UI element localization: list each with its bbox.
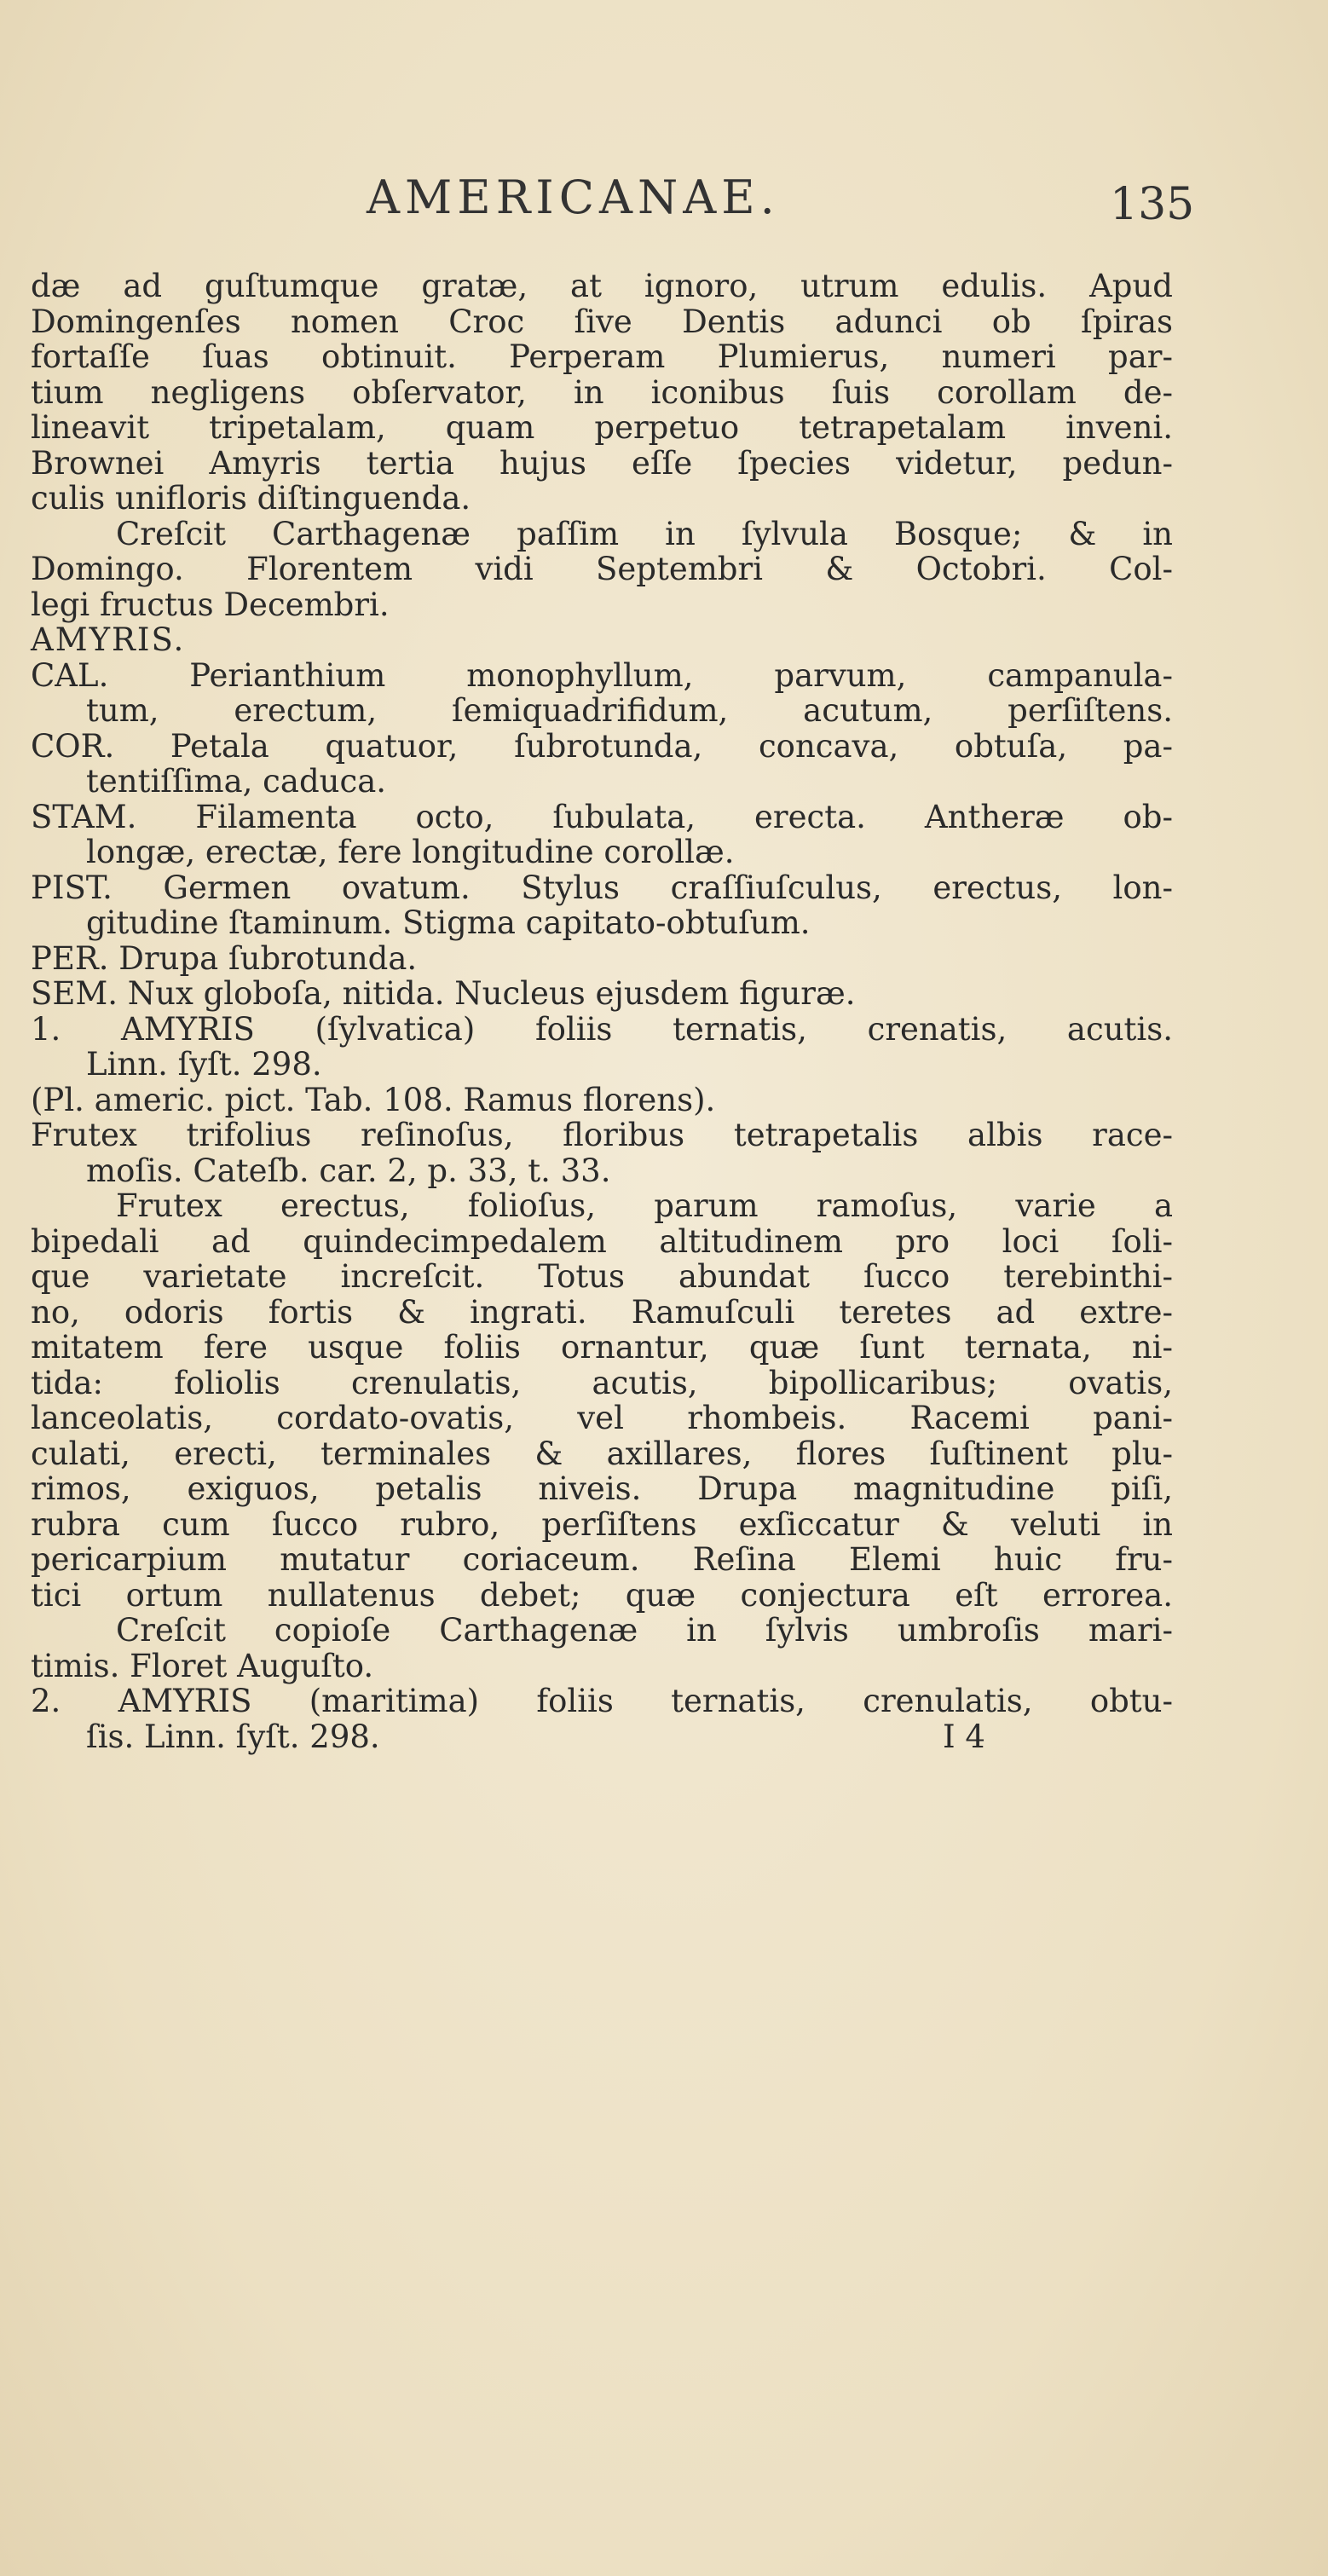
running-title: AMERICANAE. [367,170,780,224]
text-line: PIST. Germen ovatum. Stylus craſſiuſculus, erectus, lon- [31,869,1173,906]
text-line: gitudine ſtaminum. Stigma capitato-obtuſum. [86,904,811,941]
text-line: culis unifloris diſtinguenda. [31,480,471,517]
text-line: STAM. Filamenta octo, ſubulata, erecta. Antheræ ob- [31,798,1173,835]
text-line: legi fructus Decembri. [31,586,390,623]
text-line: rubra cum ſucco rubro, perſiſtens exſiccatur & veluti in [31,1505,1173,1543]
body-text [31,269,1173,1754]
text-line: tum, erectum, ſemiquadrifidum, acutum, perſiſtens. [86,692,1173,729]
text-line: culati, erecti, terminales & axillares, flores ſuſtinent plu- [31,1435,1173,1472]
text-line: Creſcit copioſe Carthagenæ in ſylvis umbroſis mari- [116,1612,1173,1649]
text-line: lineavit tripetalam, quam perpetuo tetrapetalam inveni. [31,409,1173,446]
text-line: rimos, exiguos, petalis niveis. Drupa magnitudine piſi, [31,1470,1173,1507]
text-line: CAL. Perianthium monophyllum, parvum, campanula- [31,656,1173,694]
text-line: 1. AMYRIS (ſylvatica) foliis ternatis, crenatis, acutis. [31,1010,1173,1048]
text-line: longæ, erectæ, fere longitudine corollæ. [86,834,735,870]
text-line: fortaſſe ſuas obtinuit. Perperam Plumierus, numeri par- [31,338,1173,375]
text-line: Frutex erectus, folioſus, parum ramoſus, varie a [116,1187,1173,1224]
text-line: Domingenſes nomen Croc ſive Dentis adunci ob ſpiras [31,303,1173,340]
text-line: Linn. ſyſt. 298. [86,1046,322,1083]
text-line: Frutex trifolius reſinoſus, floribus tetrapetalis albis race- [31,1117,1173,1153]
text-line: bipedali ad quindecimpedalem altitudinem pro loci ſoli- [31,1222,1173,1260]
text-line: PER. Drupa ſubrotunda. [31,939,418,977]
signature-mark: I 4 [943,1718,985,1755]
text-line: AMYRIS. [31,621,186,658]
text-line: Brownei Amyris tertia hujus eſſe ſpecies videtur, pedun- [31,444,1173,482]
text-line: COR. Petala quatuor, ſubrotunda, concava, obtuſa, pa- [31,727,1173,765]
text-line: pericarpium mutatur coriaceum. Reſina Elemi huic fru- [31,1541,1173,1578]
text-line: tentiſſima, caduca. [86,763,387,800]
page-header [0,170,1328,230]
text-line: ſis. Linn. ſyſt. 298. [86,1718,380,1755]
text-line: que varietate increſcit. Totus abundat ſucco terebinthi- [31,1258,1173,1295]
text-line: 2. AMYRIS (maritima) foliis ternatis, crenulatis, obtu- [31,1683,1173,1719]
text-line: timis. Floret Auguſto. [31,1647,374,1684]
text-line: SEM. Nux globoſa, nitida. Nucleus ejusdem figuræ. [31,975,856,1012]
page-number: 135 [1110,179,1195,230]
text-line: (Pl. americ. pict. Tab. 108. Ramus florens). [31,1081,716,1118]
text-line: lanceolatis, cordato-ovatis, vel rhombeis. Racemi pani- [31,1400,1173,1436]
text-line: no, odoris fortis & ingrati. Ramuſculi teretes ad extre- [31,1293,1173,1331]
text-line: mitatem fere usque foliis ornantur, quæ ſunt ternata, ni- [31,1329,1173,1366]
text-line: tium negligens obſervator, in iconibus ſuis corollam de- [31,373,1173,411]
text-line: tida: foliolis crenulatis, acutis, bipollicaribus; ovatis, [31,1364,1173,1401]
text-line: tici ortum nullatenus debet; quæ conjectura eſt errorea. [31,1576,1173,1614]
text-line: Domingo. Florentem vidi Septembri & Octobri. Col- [31,551,1173,587]
text-line: moſis. Cateſb. car. 2, p. 33, t. 33. [86,1152,611,1189]
text-line: dæ ad guſtumque gratæ, at ignoro, utrum edulis. Apud [31,268,1173,304]
text-line: Creſcit Carthagenæ paſſim in ſylvula Bosque; & in [116,515,1173,552]
